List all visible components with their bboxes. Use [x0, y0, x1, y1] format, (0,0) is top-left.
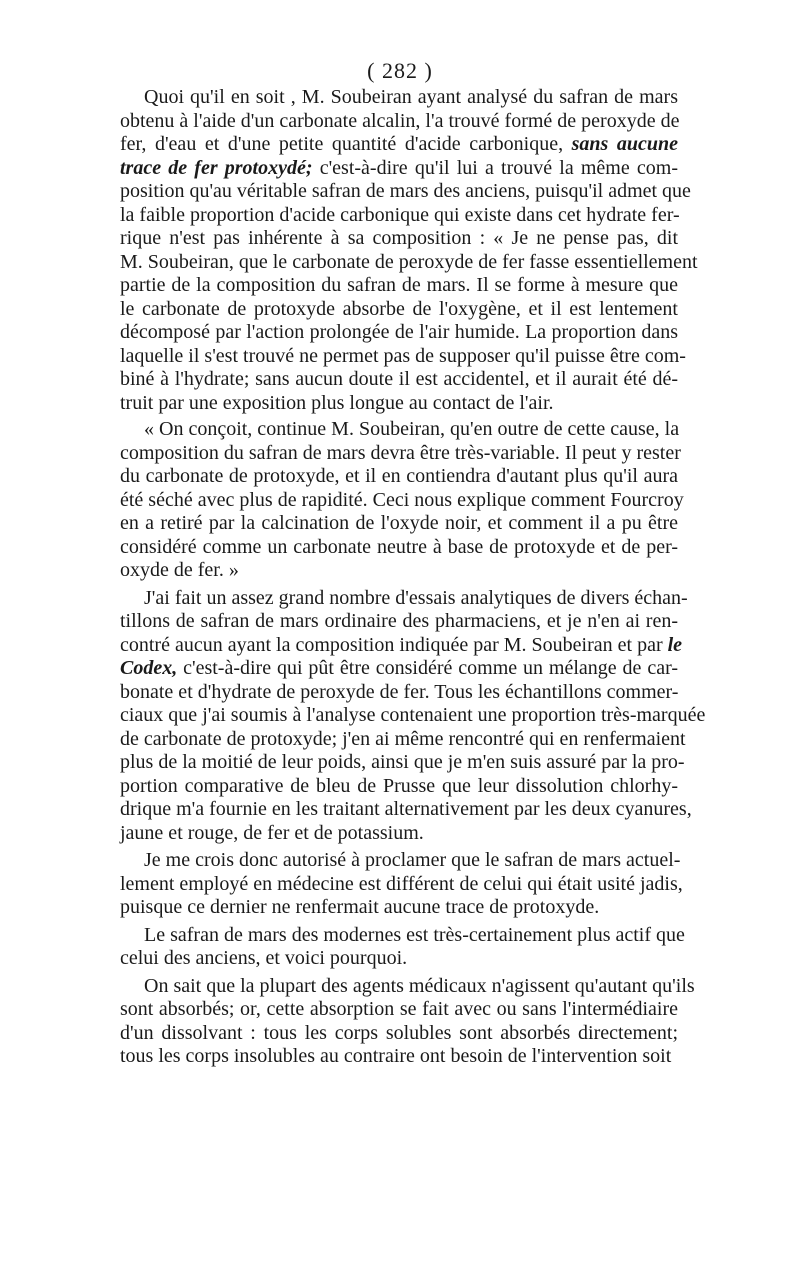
text-line	[120, 998, 678, 1022]
text-line	[120, 751, 685, 775]
text-line	[120, 250, 698, 275]
text-line	[120, 157, 678, 181]
line-text: tillons de safran de mars ordinaire des pharmaciens, et je n'en ai ren-	[120, 610, 678, 632]
paragraph	[120, 974, 695, 1069]
text-line	[120, 1022, 678, 1046]
text-line	[120, 896, 678, 920]
text-line	[120, 849, 681, 873]
line-text: ciaux que j'ai soumis à l'analyse contenaient une proportion très-marquée	[120, 704, 706, 726]
text-line	[120, 536, 678, 560]
line-text: M. Soubeiran, que le carbonate de peroxyde de fer fasse essentiellement	[120, 250, 698, 273]
text-line	[120, 586, 688, 611]
text-line	[120, 633, 683, 658]
line-text: obtenu à l'aide d'un carbonate alcalin, l'a trouvé formé de peroxyde de	[120, 109, 680, 132]
line-text: celui des anciens, et voici pourquoi.	[120, 947, 408, 969]
line-text: tous les corps insolubles au contraire ont besoin de l'intervention soit	[120, 1045, 672, 1067]
text-line	[120, 465, 678, 489]
text-line	[120, 923, 685, 948]
line-text: été séché avec plus de rapidité. Ceci nous explique comment Fourcroy	[120, 488, 684, 511]
text-line	[120, 727, 686, 752]
line-text: du carbonate de protoxyde, et il en contiendra d'autant plus qu'il aura	[120, 465, 678, 487]
line-text: Je me crois donc autorisé à proclamer que le safran de mars actuel-	[144, 849, 681, 871]
line-text: sont absorbés; or, cette absorption se fait avec ou sans l'intermédiaire	[120, 998, 678, 1020]
text-line	[120, 321, 678, 345]
line-text: « On conçoit, continue M. Soubeiran, qu'en outre de cette cause, la	[144, 418, 680, 440]
line-text: partie de la composition du safran de mars. Il se forme à mesure que	[120, 274, 678, 296]
line-text: composition du safran de mars devra être très-variable. Il peut y rester	[120, 441, 681, 464]
text-line	[120, 110, 678, 134]
text-line	[120, 392, 678, 416]
line-text: lement employé en médecine est différent de celui qui était usité jadis,	[120, 872, 683, 895]
line-text: puisque ce dernier ne renfermait aucune trace de protoxyde.	[120, 896, 600, 918]
line-text: oxyde de fer. »	[120, 559, 239, 581]
line-text: truit par une exposition plus longue au contact de l'air.	[120, 391, 554, 414]
text-line	[120, 418, 678, 442]
line-text: c'est-à-dire qui pût être considéré comme un mélange de car-	[177, 657, 678, 679]
text-line	[120, 657, 678, 681]
line-text: de carbonate de protoxyde; j'en ai même rencontré qui en renfermaient	[120, 727, 686, 750]
text-line	[120, 798, 692, 822]
line-text: en a retiré par la calcination de l'oxyde noir, et comment il a pu être	[120, 512, 678, 534]
paragraph	[120, 586, 706, 846]
line-text: d'un dissolvant : tous les corps solubles sont absorbés directement;	[120, 1021, 678, 1044]
text-line	[120, 610, 678, 634]
text-line	[120, 872, 683, 897]
paragraph	[120, 418, 684, 583]
line-text: plus de la moitié de leur poids, ainsi que je m'en suis assuré par la pro-	[120, 751, 685, 773]
line-text: position qu'au véritable safran de mars des anciens, puisqu'il admet que	[120, 180, 691, 202]
line-text: jaune et rouge, de fer et de potassium.	[120, 821, 424, 844]
line-text: drique m'a fournie en les traitant alternativement par les deux cyanures,	[120, 798, 692, 820]
paragraph	[120, 923, 685, 971]
page-number: ( 282 )	[367, 58, 433, 83]
paragraph	[120, 86, 698, 415]
text-line	[120, 441, 681, 466]
line-text: bonate et d'hydrate de peroxyde de fer. Tous les échantillons commer-	[120, 680, 679, 703]
text-line	[120, 704, 706, 728]
text-line	[120, 298, 678, 322]
text-line	[120, 344, 686, 369]
text-line	[120, 274, 678, 298]
line-text: portion comparative de bleu de Prusse que leur dissolution chlorhy-	[120, 774, 678, 797]
line-text: décomposé par l'action prolongée de l'air humide. La proportion dans	[120, 321, 678, 343]
text-line	[120, 204, 678, 228]
line-text: fer, d'eau et d'une petite quantité d'acide carbonique,	[120, 133, 572, 155]
text-line	[120, 180, 691, 204]
text-line	[120, 559, 678, 583]
text-line	[120, 681, 678, 705]
text-line	[120, 133, 678, 157]
text-line	[120, 512, 678, 536]
text-line	[120, 488, 684, 513]
text-line	[120, 974, 695, 999]
text-line	[120, 1045, 678, 1069]
line-text: laquelle il s'est trouvé ne permet pas de supposer qu'il puisse être com-	[120, 344, 686, 367]
text-line	[120, 775, 678, 799]
emphasized-text: Codex,	[120, 657, 178, 679]
body-text	[120, 86, 706, 1069]
line-text: considéré comme un carbonate neutre à base de protoxyde et de per-	[120, 535, 678, 558]
emphasized-text: le	[667, 633, 683, 656]
line-text: la faible proportion d'acide carbonique qui existe dans cet hydrate fer-	[120, 203, 680, 226]
emphasized-text: sans aucune	[571, 133, 679, 155]
line-text: J'ai fait un assez grand nombre d'essais analytiques de divers échan-	[144, 586, 688, 609]
text-line	[120, 86, 678, 110]
line-text: rique n'est pas inhérente à sa composition : « Je ne pense pas, dit	[120, 227, 678, 249]
line-text: c'est-à-dire qu'il lui a trouvé la même com-	[312, 156, 678, 179]
line-text: le carbonate de protoxyde absorbe de l'oxygène, et il est lentement	[120, 297, 678, 320]
text-line	[120, 227, 678, 251]
line-text: biné à l'hydrate; sans aucun doute il est accidentel, et il aurait été dé-	[120, 368, 678, 390]
text-line	[120, 822, 678, 846]
emphasized-text: trace de fer protoxydé;	[120, 156, 313, 179]
line-text: Le safran de mars des modernes est très-certainement plus actif que	[144, 923, 685, 946]
text-line	[120, 368, 678, 392]
line-text: contré aucun ayant la composition indiquée par M. Soubeiran et par	[120, 633, 668, 656]
text-line	[120, 947, 678, 971]
paragraph	[120, 849, 683, 920]
line-text: On sait que la plupart des agents médicaux n'agissent qu'autant qu'ils	[144, 974, 695, 997]
line-text: Quoi qu'il en soit , M. Soubeiran ayant analysé du safran de mars	[144, 86, 678, 108]
